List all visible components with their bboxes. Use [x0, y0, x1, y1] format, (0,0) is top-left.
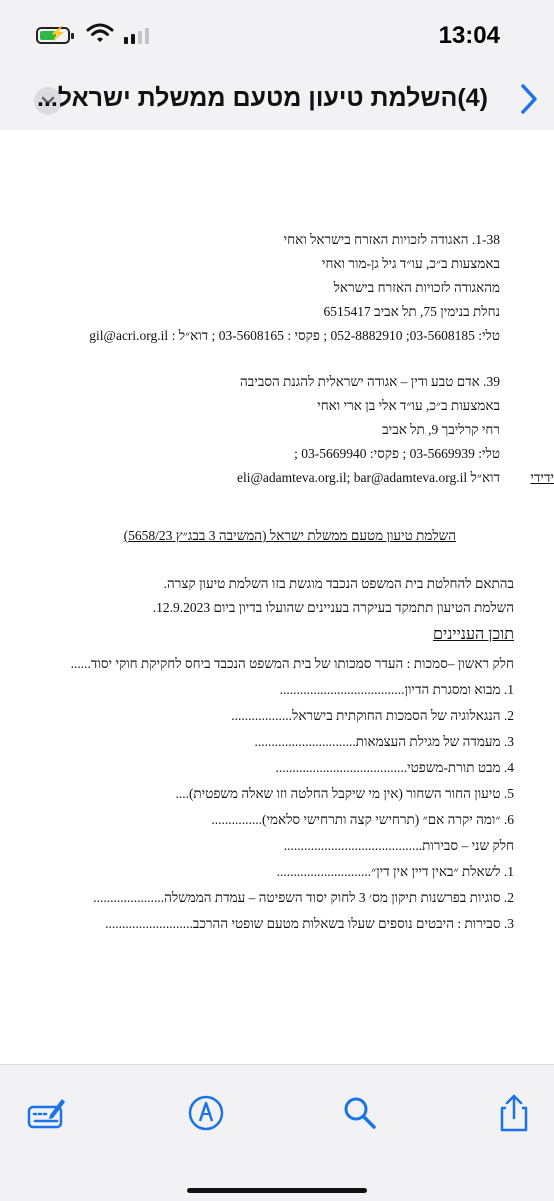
toc-part: חלק שני – סבירות......................................... [283, 838, 514, 853]
search-button[interactable] [340, 1093, 380, 1133]
toc-part: חלק ראשון –סמכות : העדר סמכותו של בית המשפט הנכבד ביחס לחקיקת חוקי יסוד...... [70, 656, 514, 671]
doc-line: טלי: 03-5608185; 052-8882910 ; פקסי : 03-5608165 ; דוא״ל : gil@acri.org.il [89, 328, 500, 343]
back-button[interactable] [518, 82, 540, 122]
doc-line: 39. אדם טבע ודין – אגודה ישראלית להגנת הסביבה [240, 374, 500, 389]
doc-line: מהאגודה לזכויות האזרח בישראל [333, 280, 500, 295]
battery-icon: ⚡ [36, 27, 70, 44]
share-button[interactable] [494, 1093, 534, 1133]
status-bar [0, 0, 554, 70]
doc-line: דוא״ל eli@adamteva.org.il; bar@adamteva.org.il [236, 470, 500, 485]
doc-line-cut: ידידי [530, 470, 554, 485]
toc-item: 3. מעמדה של מגילת העצמאות.............................. [254, 734, 514, 749]
doc-line: רחי קרליבך 9, תל אביב [382, 422, 500, 437]
toc-item: 3. סבירות : היבטים נוספים שעלו בשאלות מטעם שופטי ההרכב.......................... [105, 916, 514, 931]
bottom-toolbar [0, 1064, 554, 1201]
nav-bar [0, 70, 554, 131]
doc-line: טלי: 03-5669939 ; פקסי: 03-5669940 ; [294, 446, 500, 461]
toc-item: 1. לשאלת ״באין דיין אין דין״............................ [276, 864, 514, 879]
toc-item: 1. מבוא ומסגרת הדיון..................................... [279, 682, 514, 697]
chevron-right-icon [518, 82, 540, 116]
toc-item: 2. סוגיות בפרשנות תיקון מס׳ 3 לחוק יסוד השפיטה – עמדת הממשלה..................... [93, 890, 514, 905]
share-icon [494, 1093, 534, 1133]
doc-line: בהתאם להחלטת בית המשפט הנכבד מוגשת בזו השלמת טיעון קצרה. [163, 576, 514, 591]
markup-pen-icon [186, 1093, 226, 1133]
annotate-button[interactable] [26, 1093, 66, 1133]
toc-title: תוכן העניינים [433, 626, 514, 643]
keyboard-pencil-icon [26, 1093, 66, 1133]
doc-heading: השלמת טיעון מטעם ממשלת ישראל (המשיבה 3 בבג״ץ 5658/23) [123, 528, 456, 543]
doc-line: נחלת בנימין 75, תל אביב 6515417 [323, 304, 500, 319]
toc-item: 2. הנגאלוגיה של הסמכות החוקתית בישראל.................. [231, 708, 514, 723]
doc-line: באמצעות ב״כ, עו״ד אלי בן ארי ואחי [317, 398, 500, 413]
cellular-signal-icon [124, 28, 154, 44]
toc-item: 4. מבט תורת-משפטי....................................... [275, 760, 514, 775]
doc-line: 1-38. האגודה לזכויות האזרח בישראל ואחי [283, 232, 500, 247]
search-icon [340, 1093, 380, 1133]
status-time: 13:04 [438, 22, 500, 49]
document-title: (4)השלמת טיעון מטעם ממשלת ישראל... [36, 84, 488, 112]
markup-button[interactable] [186, 1093, 226, 1133]
toc-item: 5. טיעון החור השחור (אין מי שיקבל החלטה וזו שאלה משפטית).... [175, 786, 514, 801]
wifi-icon [86, 22, 114, 44]
doc-line: באמצעות ב״כ, עו״ד גיל גן-מור ואחי [321, 256, 500, 271]
home-indicator[interactable] [187, 1188, 367, 1193]
doc-line: השלמת הטיעון תתמקד בעיקרה בעניינים שהועלו בדיון ביום 12.9.2023. [152, 600, 514, 615]
document-page[interactable] [0, 130, 554, 1064]
toc-item: 6. ״ומה יקרה אם״ (תרחישי קצה ותרחישי סלאמי)............... [211, 812, 514, 827]
